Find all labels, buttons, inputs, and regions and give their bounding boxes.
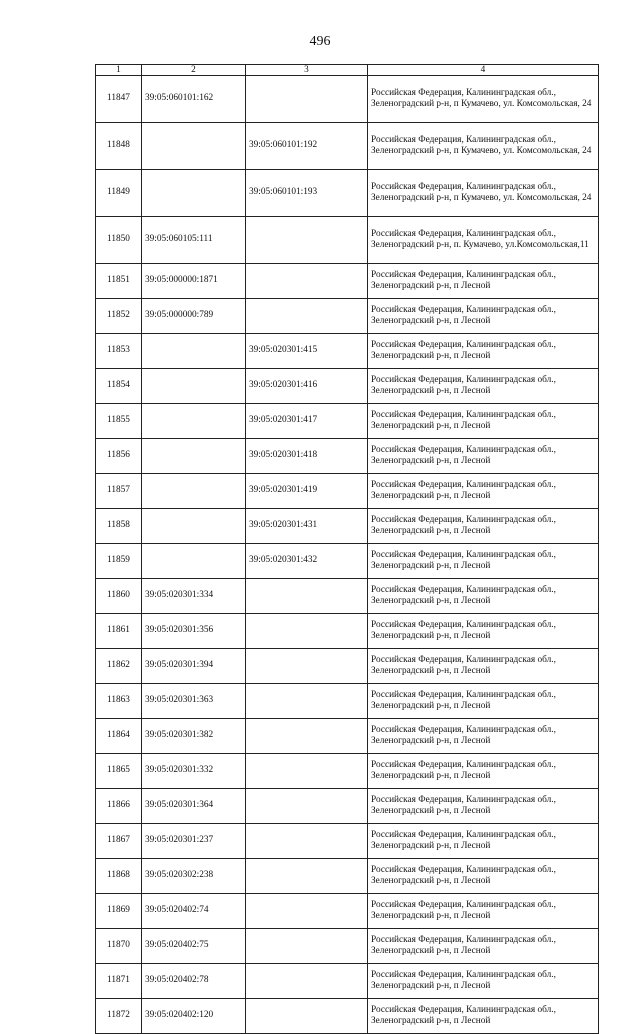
address-cell: Российская Федерация, Калининградская обл., Зеленоградский р-н, п Кумачево, ул. Комсомольская, 24 [368,170,599,217]
cadastral-number-cell [142,170,246,217]
table-row [96,754,599,789]
table-row [96,474,599,509]
address-cell: Российская Федерация, Калининградская обл., Зеленоградский р-н, п Лесной [368,929,599,964]
row-number-cell: 11850 [96,217,142,264]
address-cell: Российская Федерация, Калининградская обл., Зеленоградский р-н, п Кумачево, ул. Комсомольская, 24 [368,76,599,123]
cadastral-number-alt-cell [246,579,368,614]
row-number-cell: 11853 [96,334,142,369]
cadastral-number-alt-cell: 39:05:020301:416 [246,369,368,404]
row-number-cell: 11858 [96,509,142,544]
cadastral-number-cell [142,369,246,404]
row-number-cell: 11848 [96,123,142,170]
row-number-cell: 11863 [96,684,142,719]
table-row [96,544,599,579]
row-number-cell: 11867 [96,824,142,859]
cadastral-number-alt-cell [246,217,368,264]
registry-table [95,64,599,1034]
cadastral-number-alt-cell [246,614,368,649]
cadastral-number-cell [142,334,246,369]
cadastral-number-alt-cell: 39:05:020301:415 [246,334,368,369]
cadastral-number-alt-cell [246,964,368,999]
address-cell: Российская Федерация, Калининградская обл., Зеленоградский р-н, п. Кумачево, ул.Комсомольская,11 [368,217,599,264]
table-row [96,789,599,824]
table-row [96,334,599,369]
row-number-cell: 11859 [96,544,142,579]
cadastral-number-alt-cell [246,76,368,123]
table-row [96,684,599,719]
cadastral-number-cell: 39:05:020301:332 [142,754,246,789]
table-row [96,614,599,649]
cadastral-number-alt-cell: 39:05:020301:417 [246,404,368,439]
row-number-cell: 11854 [96,369,142,404]
cadastral-number-cell: 39:05:060105:111 [142,217,246,264]
table-row [96,999,599,1034]
cadastral-number-alt-cell [246,649,368,684]
cadastral-number-cell [142,544,246,579]
table-row [96,719,599,754]
cadastral-number-cell: 39:05:020402:120 [142,999,246,1034]
address-cell: Российская Федерация, Калининградская обл., Зеленоградский р-н, п Лесной [368,509,599,544]
cadastral-number-alt-cell: 39:05:020301:432 [246,544,368,579]
address-cell: Российская Федерация, Калининградская обл., Зеленоградский р-н, п Лесной [368,404,599,439]
address-cell: Российская Федерация, Калининградская обл., Зеленоградский р-н, п Лесной [368,439,599,474]
address-cell: Российская Федерация, Калининградская обл., Зеленоградский р-н, п Лесной [368,894,599,929]
table-row [96,404,599,439]
address-cell: Российская Федерация, Калининградская обл., Зеленоградский р-н, п Лесной [368,579,599,614]
cadastral-number-cell: 39:05:020302:238 [142,859,246,894]
cadastral-number-alt-cell: 39:05:060101:193 [246,170,368,217]
column-header-4: 4 [368,65,599,76]
table-row [96,170,599,217]
cadastral-number-alt-cell [246,719,368,754]
cadastral-number-alt-cell [246,754,368,789]
row-number-cell: 11869 [96,894,142,929]
cadastral-number-cell: 39:05:020402:74 [142,894,246,929]
address-cell: Российская Федерация, Калининградская обл., Зеленоградский р-н, п Лесной [368,999,599,1034]
cadastral-number-alt-cell: 39:05:020301:419 [246,474,368,509]
table-row [96,859,599,894]
cadastral-number-alt-cell [246,264,368,299]
address-cell: Российская Федерация, Калининградская обл., Зеленоградский р-н, п Лесной [368,824,599,859]
cadastral-number-alt-cell [246,929,368,964]
cadastral-number-cell: 39:05:020301:237 [142,824,246,859]
row-number-cell: 11851 [96,264,142,299]
address-cell: Российская Федерация, Калининградская обл., Зеленоградский р-н, п Кумачево, ул. Комсомольская, 24 [368,123,599,170]
address-cell: Российская Федерация, Калининградская обл., Зеленоградский р-н, п Лесной [368,789,599,824]
cadastral-number-cell: 39:05:020301:334 [142,579,246,614]
cadastral-number-cell: 39:05:020301:394 [142,649,246,684]
table-row [96,76,599,123]
table-row [96,123,599,170]
row-number-cell: 11865 [96,754,142,789]
address-cell: Российская Федерация, Калининградская обл., Зеленоградский р-н, п Лесной [368,334,599,369]
row-number-cell: 11871 [96,964,142,999]
table-row [96,649,599,684]
cadastral-number-cell [142,123,246,170]
column-header-1: 1 [96,65,142,76]
row-number-cell: 11847 [96,76,142,123]
address-cell: Российская Федерация, Калининградская обл., Зеленоградский р-н, п Лесной [368,544,599,579]
cadastral-number-alt-cell [246,299,368,334]
cadastral-number-cell: 39:05:020402:78 [142,964,246,999]
address-cell: Российская Федерация, Калининградская обл., Зеленоградский р-н, п Лесной [368,264,599,299]
cadastral-number-alt-cell [246,684,368,719]
cadastral-number-cell: 39:05:020301:382 [142,719,246,754]
table-row [96,369,599,404]
address-cell: Российская Федерация, Калининградская обл., Зеленоградский р-н, п Лесной [368,684,599,719]
row-number-cell: 11849 [96,170,142,217]
row-number-cell: 11852 [96,299,142,334]
table-row [96,509,599,544]
address-cell: Российская Федерация, Калининградская обл., Зеленоградский р-н, п Лесной [368,474,599,509]
table-row [96,264,599,299]
table-row [96,579,599,614]
cadastral-number-cell [142,439,246,474]
table-row [96,824,599,859]
cadastral-number-alt-cell [246,859,368,894]
row-number-cell: 11866 [96,789,142,824]
cadastral-number-alt-cell [246,894,368,929]
address-cell: Российская Федерация, Калининградская обл., Зеленоградский р-н, п Лесной [368,719,599,754]
page-number: 496 [309,34,331,49]
row-number-cell: 11864 [96,719,142,754]
address-cell: Российская Федерация, Калининградская обл., Зеленоградский р-н, п Лесной [368,299,599,334]
cadastral-number-cell: 39:05:000000:789 [142,299,246,334]
cadastral-number-alt-cell: 39:05:020301:431 [246,509,368,544]
table-row [96,299,599,334]
table-row [96,964,599,999]
cadastral-number-cell: 39:05:020301:363 [142,684,246,719]
address-cell: Российская Федерация, Калининградская обл., Зеленоградский р-н, п Лесной [368,964,599,999]
cadastral-number-alt-cell: 39:05:020301:418 [246,439,368,474]
cadastral-number-alt-cell [246,999,368,1034]
cadastral-number-alt-cell [246,789,368,824]
cadastral-number-cell: 39:05:060101:162 [142,76,246,123]
table-row [96,217,599,264]
table-row [96,929,599,964]
cadastral-number-cell [142,404,246,439]
cadastral-number-cell [142,509,246,544]
row-number-cell: 11870 [96,929,142,964]
address-cell: Российская Федерация, Калининградская обл., Зеленоградский р-н, п Лесной [368,614,599,649]
row-number-cell: 11857 [96,474,142,509]
address-cell: Российская Федерация, Калининградская обл., Зеленоградский р-н, п Лесной [368,649,599,684]
row-number-cell: 11868 [96,859,142,894]
address-cell: Российская Федерация, Калининградская обл., Зеленоградский р-н, п Лесной [368,369,599,404]
cadastral-number-cell: 39:05:000000:1871 [142,264,246,299]
cadastral-number-cell: 39:05:020301:364 [142,789,246,824]
row-number-cell: 11861 [96,614,142,649]
cadastral-number-alt-cell: 39:05:060101:192 [246,123,368,170]
row-number-cell: 11856 [96,439,142,474]
cadastral-number-cell: 39:05:020402:75 [142,929,246,964]
row-number-cell: 11860 [96,579,142,614]
cadastral-number-cell [142,474,246,509]
table-row [96,439,599,474]
table-row [96,894,599,929]
address-cell: Российская Федерация, Калининградская обл., Зеленоградский р-н, п Лесной [368,754,599,789]
column-header-2: 2 [142,65,246,76]
address-cell: Российская Федерация, Калининградская обл., Зеленоградский р-н, п Лесной [368,859,599,894]
row-number-cell: 11872 [96,999,142,1034]
row-number-cell: 11855 [96,404,142,439]
row-number-cell: 11862 [96,649,142,684]
column-header-3: 3 [246,65,368,76]
cadastral-number-alt-cell [246,824,368,859]
table-header-row [96,65,599,76]
cadastral-number-cell: 39:05:020301:356 [142,614,246,649]
